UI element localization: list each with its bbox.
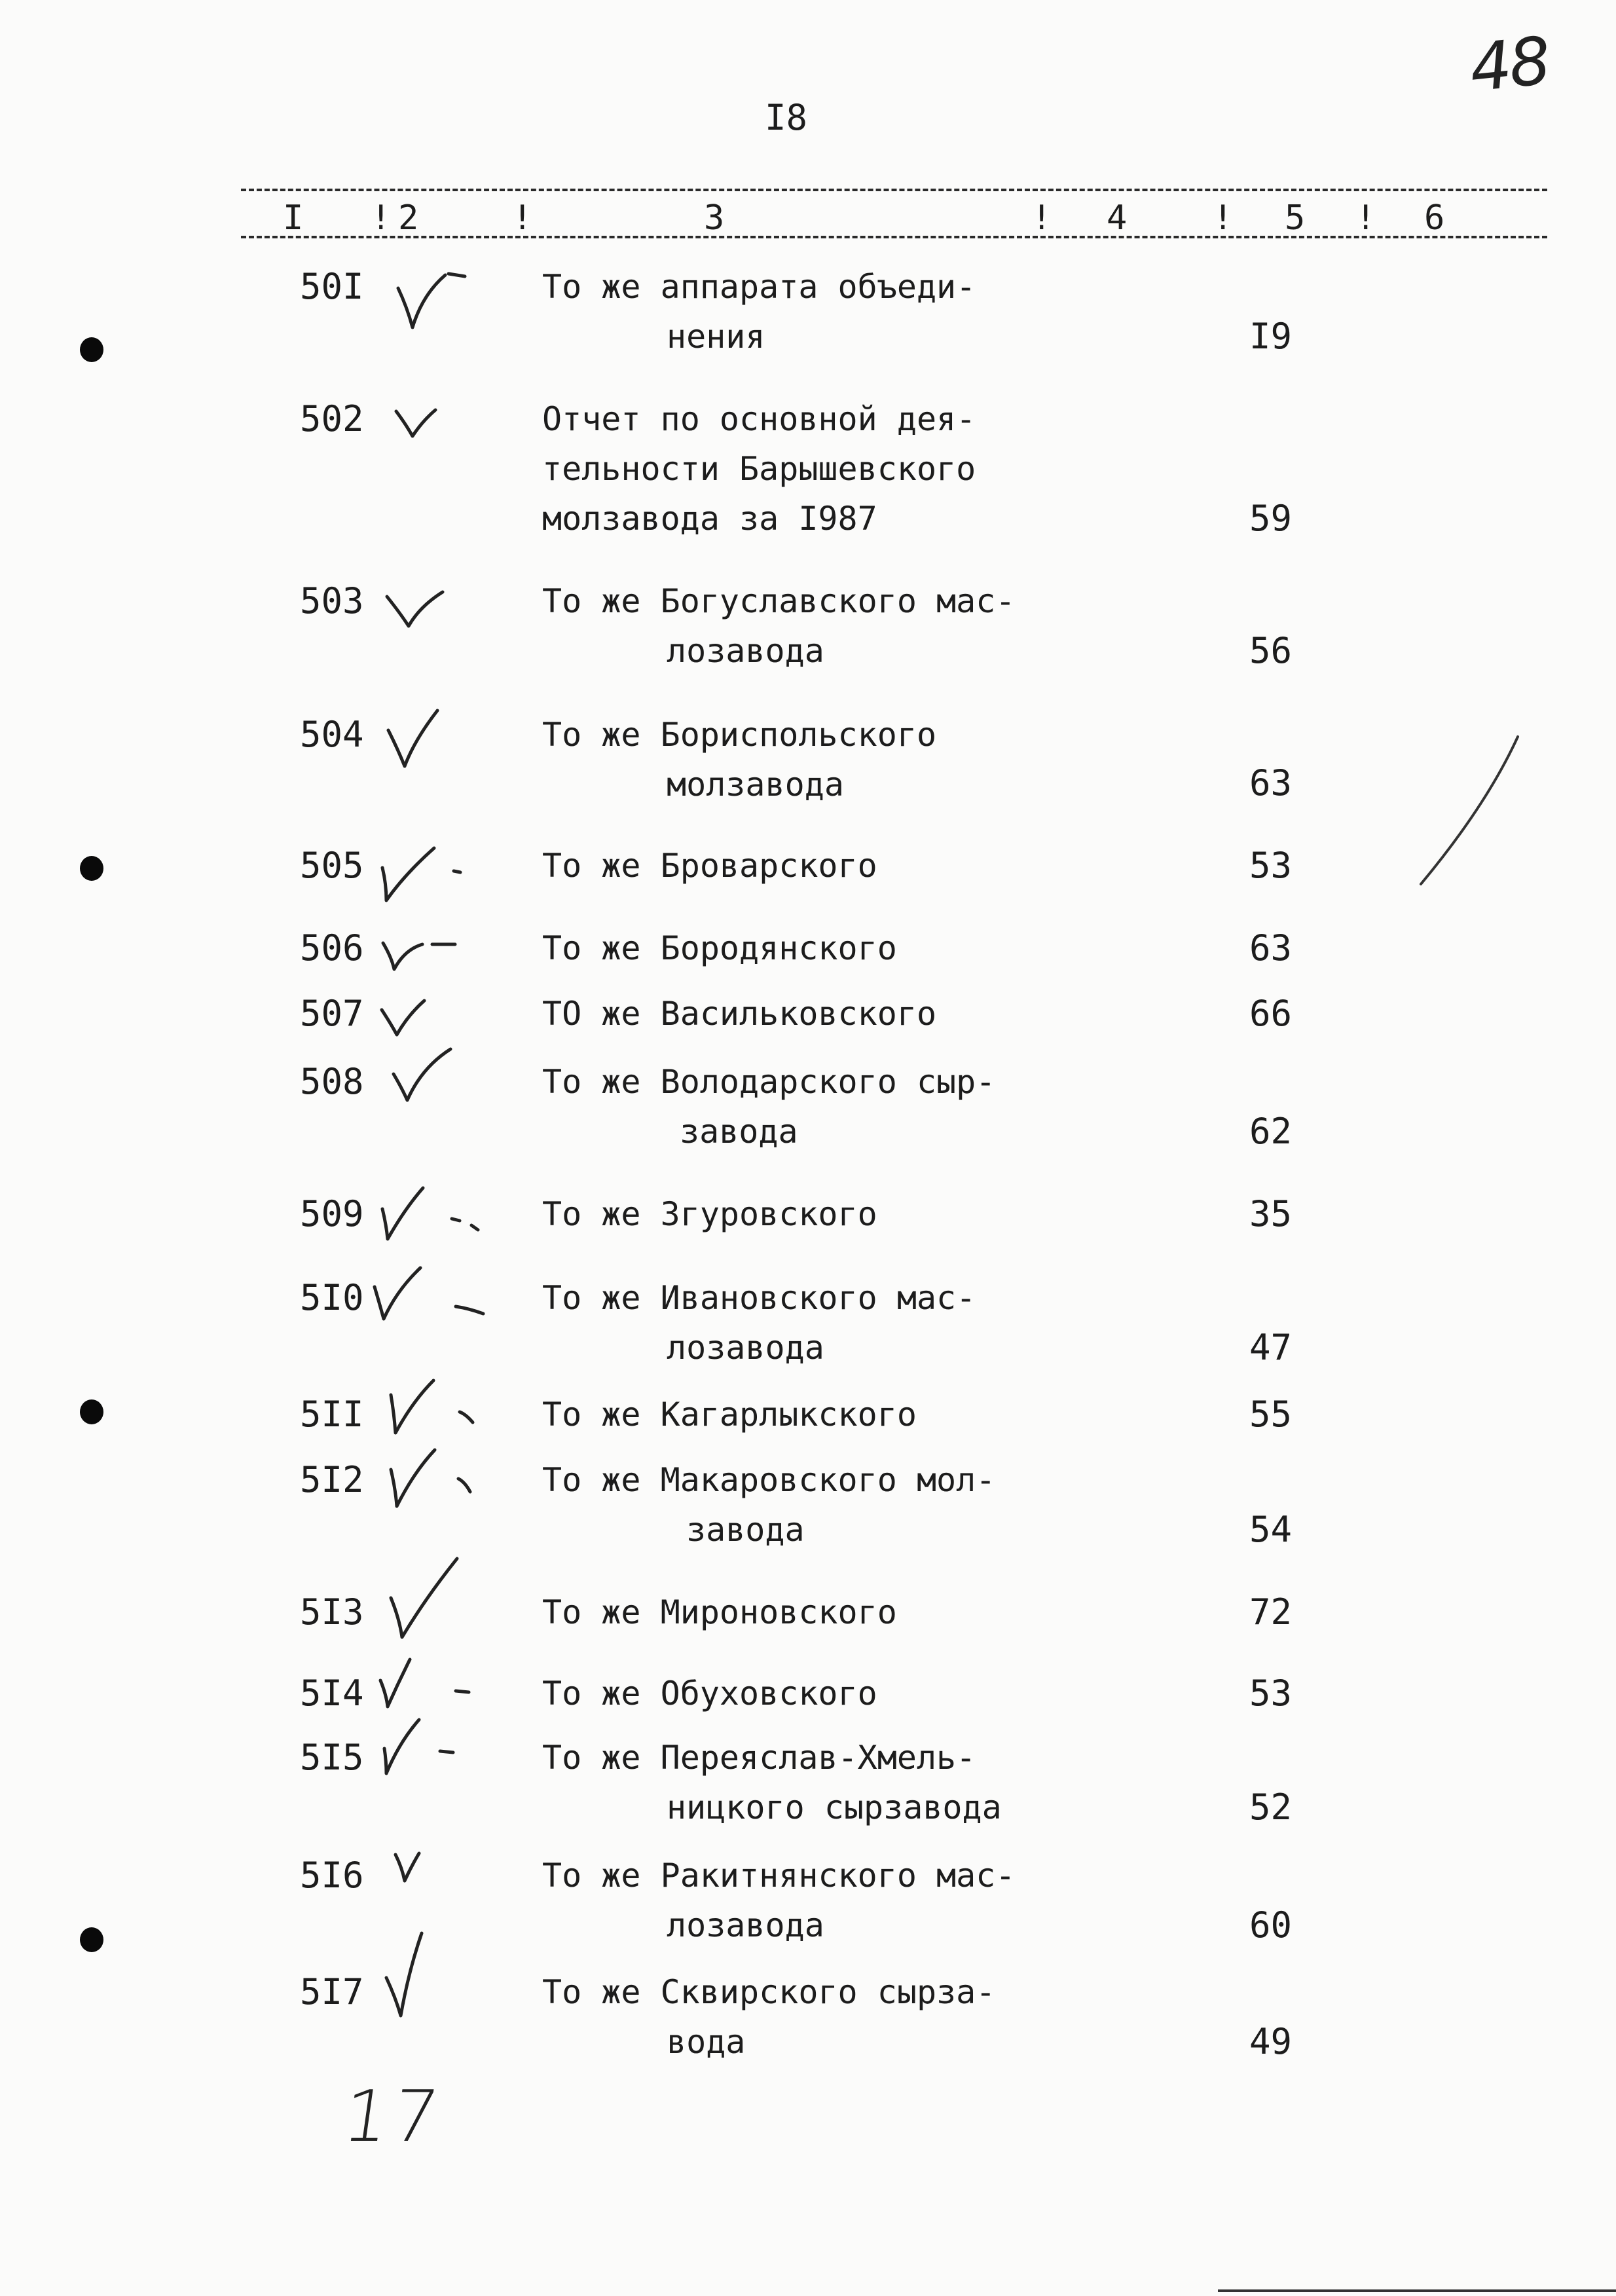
item-number: 504 xyxy=(300,714,364,755)
checkmark-icon xyxy=(378,845,470,917)
checkmark-icon xyxy=(371,1264,462,1336)
handwritten-page-number: 48 xyxy=(1466,22,1552,107)
checkmark-icon xyxy=(380,1183,471,1255)
sheet-count: 55 xyxy=(1249,1394,1293,1435)
item-number: 507 xyxy=(300,993,364,1034)
item-number: 5I3 xyxy=(300,1591,364,1633)
checkmark-icon xyxy=(388,1375,479,1447)
checkmark-icon xyxy=(381,1716,473,1788)
item-description: То же Сквирского сырза- вода xyxy=(542,1973,996,2061)
header-separator: ! xyxy=(1031,198,1052,238)
header-separator: ! xyxy=(512,198,533,238)
header-col-2: 2 xyxy=(398,198,419,238)
sheet-count: 47 xyxy=(1249,1327,1293,1368)
item-number: 503 xyxy=(300,580,364,621)
item-description: То же Броварского xyxy=(542,847,877,885)
item-number: 5I7 xyxy=(300,1971,364,2012)
punch-hole xyxy=(80,1927,103,1952)
header-col-5: 5 xyxy=(1285,198,1306,238)
bottom-edge-line xyxy=(1218,2289,1616,2292)
item-description: То же Ракитнянского мас- лозавода xyxy=(542,1857,1016,1944)
item-description: То же Згуровского xyxy=(542,1195,877,1233)
punch-hole xyxy=(80,1399,103,1424)
sheet-count: I9 xyxy=(1249,316,1293,357)
sheet-count: 54 xyxy=(1249,1509,1293,1550)
header-separator: ! xyxy=(1213,198,1234,238)
item-number: 5II xyxy=(300,1394,364,1435)
item-description: То же Обуховского xyxy=(542,1675,877,1713)
sheet-count: 66 xyxy=(1249,993,1293,1034)
pen-stroke-mark xyxy=(1408,733,1539,891)
item-number: 5I2 xyxy=(300,1459,364,1500)
item-description: То же Бородянского xyxy=(542,929,897,967)
sheet-count: 35 xyxy=(1249,1193,1293,1234)
item-description: То же аппарата объеди- нения xyxy=(542,268,976,356)
item-description: То же Макаровского мол- завода xyxy=(542,1461,996,1549)
item-number: 5I6 xyxy=(300,1855,364,1896)
punch-hole xyxy=(80,856,103,881)
item-number: 509 xyxy=(300,1193,364,1234)
header-col-1: I xyxy=(283,198,304,238)
typed-page-number: I8 xyxy=(765,97,808,138)
item-number: 502 xyxy=(300,398,364,439)
item-number: 505 xyxy=(300,845,364,886)
checkmark-icon xyxy=(385,707,477,779)
punch-hole xyxy=(80,337,103,362)
sheet-count: 72 xyxy=(1249,1591,1293,1633)
sheet-count: 49 xyxy=(1249,2021,1293,2062)
header-col-6: 6 xyxy=(1424,198,1445,238)
item-number: 508 xyxy=(300,1061,364,1102)
header-separator: ! xyxy=(1355,198,1376,238)
sheet-count: 63 xyxy=(1249,927,1293,969)
header-col-4: 4 xyxy=(1107,198,1128,238)
item-number: 5I5 xyxy=(300,1737,364,1778)
item-number: 506 xyxy=(300,927,364,969)
table-header-bottom-rule xyxy=(241,236,1547,238)
checkmark-icon xyxy=(393,398,485,470)
sheet-count: 60 xyxy=(1249,1904,1293,1946)
sheet-count: 52 xyxy=(1249,1787,1293,1828)
sheet-count: 53 xyxy=(1249,1673,1293,1714)
checkmark-icon xyxy=(388,1559,479,1631)
checkmark-icon xyxy=(380,930,471,1002)
header-separator: ! xyxy=(371,198,392,238)
item-description: То же Кагарлыкского xyxy=(542,1396,917,1434)
item-description: То же Бориспольского молзавода xyxy=(542,716,937,804)
item-description: Отчет по основной дея- тельности Барышевского молзавода за I987 xyxy=(542,400,976,538)
checkmark-icon xyxy=(384,580,475,652)
item-number: 5I0 xyxy=(300,1277,364,1318)
checkmark-icon xyxy=(392,1848,483,1920)
item-description: То же Переяслав-Хмель- ницкого сырзавода xyxy=(542,1739,1002,1826)
checkmark-icon xyxy=(393,262,485,334)
handwritten-total: 17 xyxy=(338,2076,448,2158)
checkmark-icon xyxy=(390,1048,482,1120)
checkmark-icon xyxy=(382,1932,474,2004)
header-col-3: 3 xyxy=(704,198,725,238)
item-description: То же Богуславского мас- лозавода xyxy=(542,582,1016,670)
sheet-count: 62 xyxy=(1249,1111,1293,1152)
item-number: 5I4 xyxy=(300,1673,364,1714)
sheet-count: 53 xyxy=(1249,845,1293,886)
table-header-top-rule xyxy=(241,189,1547,191)
sheet-count: 59 xyxy=(1249,498,1293,539)
checkmark-icon xyxy=(388,1446,479,1518)
item-description: То же Ивановского мас- лозавода xyxy=(542,1279,976,1367)
item-description: То же Володарского сыр- завода xyxy=(542,1063,996,1151)
item-number: 50I xyxy=(300,266,364,307)
sheet-count: 63 xyxy=(1249,762,1293,804)
item-description: То же Мироновского xyxy=(542,1593,897,1631)
item-description: ТО же Васильковского xyxy=(542,995,937,1033)
sheet-count: 56 xyxy=(1249,630,1293,671)
